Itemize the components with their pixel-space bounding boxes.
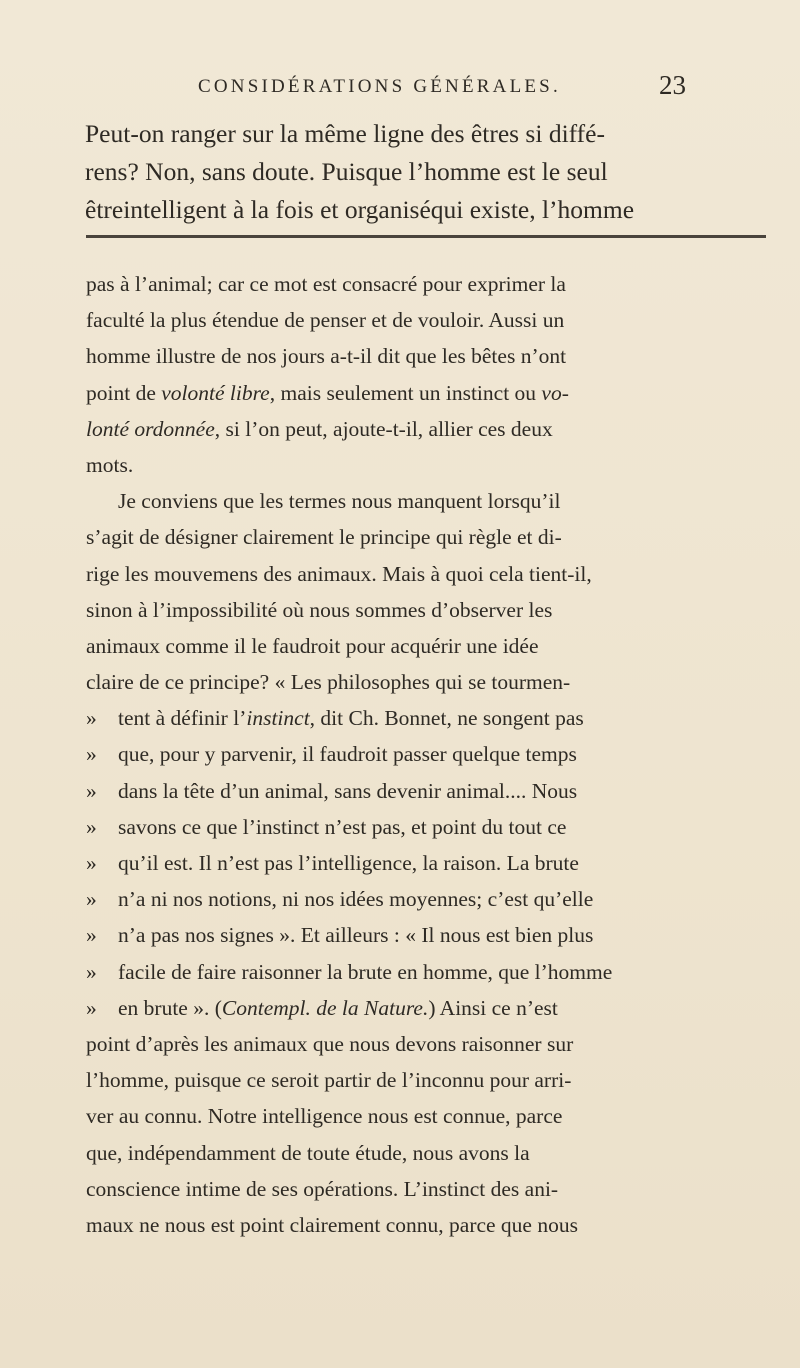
text-line: maux ne nous est point clairement connu, parce que nous [86,1212,578,1237]
italic-term: lonté ordonnée [86,416,215,441]
italic-term: instinct [246,706,310,731]
text-line: animaux comme il le faudroit pour acquérir une idée [86,633,539,658]
main-text [86,266,776,1243]
text-run: tent à définir l’ [118,706,247,731]
text-line: mots. [86,452,134,477]
quote-mark: » [86,742,97,767]
text-run: n’a pas nos signes ». Et ailleurs : « Il nous est bien plus [118,923,594,948]
text-run: en brute ». ( [118,995,222,1020]
quote-mark: » [86,706,97,731]
text-line [86,990,776,1026]
text-line [86,411,776,447]
text-line: pas à l’animal; car ce mot est consacré pour exprimer la [86,272,566,296]
quote-mark: » [86,923,97,948]
text-line [86,954,776,990]
fold-divider [86,235,766,238]
text-run: dans la tête d’un animal, sans devenir animal.... Nous [118,778,578,803]
text-line [86,736,776,772]
text-run: facile de faire raisonner la brute en homme, que l’homme [118,959,613,984]
text-line: rige les mouvemens des animaux. Mais à quoi cela tient-il, [86,561,592,586]
text-line [86,375,776,411]
citation-title: Contempl. de la Nature. [221,995,429,1020]
text-run: , mais seulement un instinct ou [269,380,542,405]
text-run: , si l’on peut, ajoute-t-il, allier ces deux [214,416,553,441]
text-run: , dit Ch. Bonnet, ne songent pas [309,706,584,731]
text-line: Peut-on ranger sur la même ligne des êtres si diffé- [85,119,605,148]
text-line: faculté la plus étendue de penser et de vouloir. Aussi un [86,308,565,333]
text-line [86,809,776,845]
text-line: point d’après les animaux que nous devons raisonner sur [86,1031,574,1056]
text-line: claire de ce principe? « Les philosophes qui se tourmen- [86,670,571,695]
text-run: ) Ainsi ce n’est [428,995,558,1020]
text-run: qu’il est. Il n’est pas l’intelligence, la raison. La brute [118,851,579,875]
italic-term: volonté libre [161,380,270,405]
text-line [86,881,776,917]
top-paragraph [85,115,765,229]
text-run: savons ce que l’instinct n’est pas, et point du tout ce [118,814,567,839]
page-number: 23 [659,70,686,100]
text-line: s’agit de désigner clairement le principe qui règle et di- [86,525,562,550]
text-line: homme illustre de nos jours a-t-il dit que les bêtes n’ont [86,344,567,369]
quote-mark: » [86,995,97,1020]
text-line: êtreintelligent à la fois et organiséqui existe, l’homme [85,195,635,224]
text-run: que, pour y parvenir, il faudroit passer quelque temps [118,742,577,767]
italic-term: vo- [541,380,569,405]
quote-mark: » [86,887,97,912]
text-line [86,845,776,881]
text-run: n’a ni nos notions, ni nos idées moyennes; c’est qu’elle [118,887,594,912]
text-line [86,700,776,736]
text-line [86,773,776,809]
text-run: point de [86,380,162,405]
text-line: ver au connu. Notre intelligence nous est connue, parce [86,1104,563,1129]
text-line: sinon à l’impossibilité où nous sommes d’observer les [86,597,553,622]
text-line: l’homme, puisque ce seroit partir de l’inconnu pour arri- [86,1068,572,1093]
quote-mark: » [86,959,97,984]
text-line: que, indépendamment de toute étude, nous avons la [86,1140,530,1165]
quote-mark: » [86,814,97,839]
text-line: conscience intime de ses opérations. L’instinct des ani- [86,1176,559,1201]
quote-mark: » [86,778,97,803]
quote-mark: » [86,851,97,875]
running-title: CONSIDÉRATIONS GÉNÉRALES. [198,76,561,97]
text-line: rens? Non, sans doute. Puisque l’homme est le seul [85,157,608,186]
text-line [86,917,776,953]
text-line: Je conviens que les termes nous manquent lorsqu’il [118,489,561,514]
